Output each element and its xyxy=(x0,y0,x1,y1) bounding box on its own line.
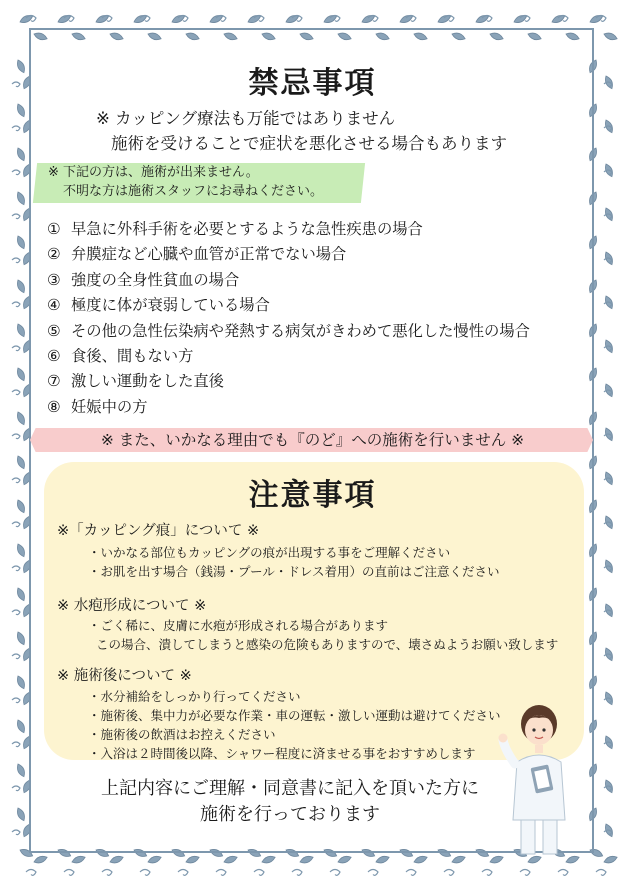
caution-heading-blister: ※ 水疱形成について ※ xyxy=(57,598,207,614)
green-banner-line-1: ※ 下記の方は、施術が出来ません。 xyxy=(48,165,259,180)
caution-lines-marks xyxy=(88,543,500,581)
list-item xyxy=(47,369,530,394)
list-item xyxy=(47,344,530,369)
caution-line: ・ごく稀に、皮膚に水疱が形成される場合があります xyxy=(88,618,389,633)
caution-heading-marks: ※「カッピング痕」について ※ xyxy=(57,523,260,539)
list-item xyxy=(47,293,530,318)
note-line-1: ※ カッピング療法も万能ではありません xyxy=(96,109,396,128)
green-banner xyxy=(48,163,323,201)
caution-lines-blister xyxy=(88,616,558,654)
list-item xyxy=(47,319,530,344)
item-text: 妊娠中の方 xyxy=(71,397,148,416)
prohibitions-title: 禁忌事項 xyxy=(248,66,377,101)
item-text: 強度の全身性貧血の場合 xyxy=(71,270,240,289)
item-number: ⑥ xyxy=(47,346,61,365)
prohibition-list xyxy=(47,217,530,420)
item-number: ④ xyxy=(47,296,61,315)
item-number: ② xyxy=(47,245,61,264)
caution-line: この場合、潰してしまうと感染の危険もありますので、壊さぬようお願い致します xyxy=(96,637,559,652)
nurse-illustration-icon xyxy=(495,700,585,860)
item-number: ⑧ xyxy=(47,397,61,416)
caution-line: ・いかなる部位もカッピングの痕が出現する事をご理解ください xyxy=(88,545,451,560)
item-text: 極度に体が衰弱している場合 xyxy=(71,296,270,315)
caution-lines-after xyxy=(88,687,501,763)
note-line-2: 施術を受けることで症状を悪化させる場合もあります xyxy=(111,134,507,153)
item-number: ⑦ xyxy=(47,372,61,391)
cautions-title: 注意事項 xyxy=(248,478,377,513)
item-text: 早急に外科手術を必要とするような急性疾患の場合 xyxy=(71,220,423,238)
caution-line: ・水分補給をしっかり行ってください xyxy=(88,689,301,704)
caution-heading-after: ※ 施術後について ※ xyxy=(57,668,192,684)
list-item xyxy=(47,268,530,293)
green-banner-line-2: 不明な方は施術スタッフにお尋ねください。 xyxy=(63,184,324,199)
list-item xyxy=(47,242,530,267)
item-number: ⑤ xyxy=(47,321,61,340)
closing-line-1: 上記内容にご理解・同意書に記入を頂いた方に xyxy=(101,778,479,799)
item-text: 食後、間もない方 xyxy=(71,346,194,365)
caution-line: ・お肌を出す場合（銭湯・プール・ドレス着用）の直前はご注意ください xyxy=(88,564,500,579)
pink-banner: ※ また、いかなる理由でも『のど』への施術を行いません ※ xyxy=(100,431,525,449)
closing-message xyxy=(0,776,580,828)
caution-line: ・施術後の飲酒はお控えください xyxy=(88,727,276,742)
item-text: 弁膜症など心臓や血管が正常でない場合 xyxy=(71,245,347,264)
prohibitions-note xyxy=(96,106,507,156)
caution-line: ・入浴は２時間後以降、シャワー程度に済ませる事をおすすめします xyxy=(88,746,476,761)
item-number: ① xyxy=(47,220,61,238)
list-item xyxy=(47,395,530,420)
list-item xyxy=(47,217,530,242)
item-text: その他の急性伝染病や発熱する病気がきわめて悪化した慢性の場合 xyxy=(71,321,530,340)
closing-line-2: 施術を行っております xyxy=(200,804,380,825)
item-text: 激しい運動をした直後 xyxy=(71,372,224,391)
caution-line: ・施術後、集中力が必要な作業・車の運転・激しい運動は避けてください xyxy=(88,708,501,723)
item-number: ③ xyxy=(47,270,61,289)
